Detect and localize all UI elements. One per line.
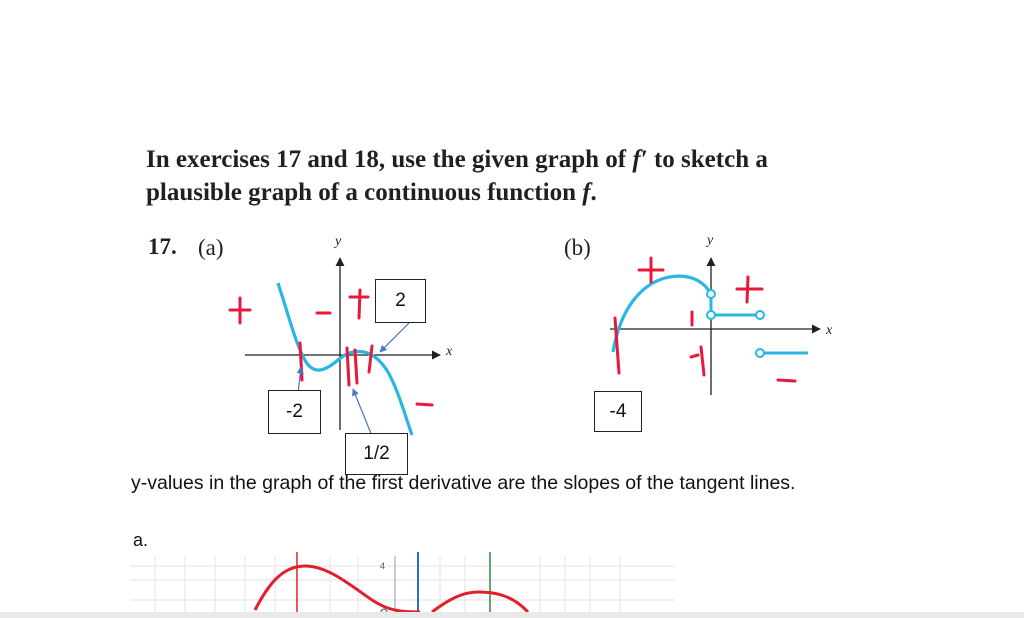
open-point xyxy=(707,311,715,319)
graph-b-x-label: x xyxy=(826,323,833,338)
part-a-label: (a) xyxy=(198,235,224,260)
f-symbol: f xyxy=(582,179,591,206)
annotation-box-2: 2 xyxy=(375,279,426,323)
annotation-box-half: 1/2 xyxy=(345,433,408,475)
problem-line-2: plausible graph of a continuous function f. xyxy=(146,179,597,206)
tick-mark xyxy=(701,347,704,375)
plus-mark xyxy=(737,277,762,302)
tick-mark xyxy=(347,348,349,385)
bottom-scrollbar-track[interactable] xyxy=(0,612,1024,618)
minus-mark xyxy=(417,404,432,405)
handwritten-sign-marks xyxy=(230,258,795,405)
graph-b-y-label: y xyxy=(707,233,714,248)
sketch-part-label: a. xyxy=(133,530,149,550)
graph-a-y-label: y xyxy=(335,234,342,249)
caption-text: y-values in the graph of the first derivative are the slopes of the tangent lines. xyxy=(131,472,796,494)
open-point xyxy=(707,290,715,298)
plus-mark xyxy=(230,298,250,323)
problem-line-1: In exercises 17 and 18, use the given graph of f′ to sketch a xyxy=(146,146,768,173)
sketch-f-curve xyxy=(255,566,528,612)
sketch-grid xyxy=(130,556,675,612)
f-prime-symbol: f′ xyxy=(632,146,648,173)
minus-mark xyxy=(778,380,795,381)
tick-mark xyxy=(355,350,357,383)
exercise-number: 17. xyxy=(148,234,177,259)
annotation-box-neg4: -4 xyxy=(594,391,642,432)
graph-b-axes xyxy=(610,258,820,395)
annotation-box-neg2: -2 xyxy=(268,390,321,434)
tick-mark xyxy=(369,346,372,372)
open-point xyxy=(756,349,764,357)
part-b-label: (b) xyxy=(564,235,591,260)
sketch-tick-label: 4 xyxy=(380,561,386,571)
plus-mark xyxy=(350,290,368,318)
graph-a-x-label: x xyxy=(446,344,453,359)
minus-mark xyxy=(691,355,698,357)
open-point xyxy=(756,311,764,319)
